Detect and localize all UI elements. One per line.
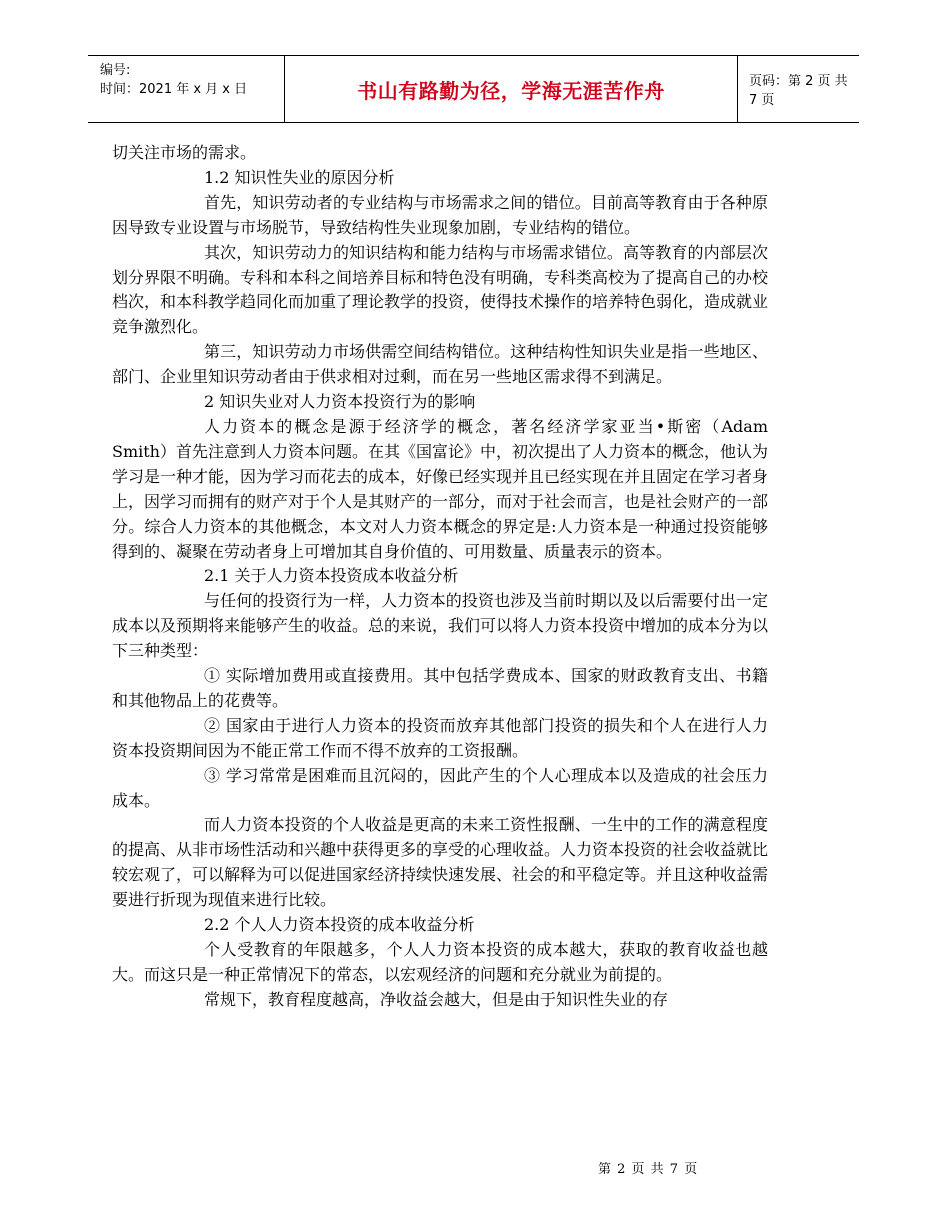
list-item-3: ③ 学习常常是困难而且沉闷的，因此产生的个人心理成本以及造成的社会压力成本。 <box>112 765 768 810</box>
header-motto: 书山有路勤为径，学海无涯苦作舟 <box>357 78 665 103</box>
paragraph: 第三，知识劳动力市场供需空间结构错位。这种结构性知识失业是指一些地区、部门、企业里知识劳动者由于供求相对过剩，而在另一些地区需求得不到满足。 <box>112 342 768 387</box>
section-heading-2: 2 知识失业对人力资本投资行为的影响 <box>204 392 476 412</box>
paragraph: 与任何的投资行为一样，人力资本的投资也涉及当前时期以及以后需要付出一定成本以及预期将来能够产生的收益。总的来说，我们可以将人力资本投资中增加的成本分为以下三种类型： <box>112 591 769 661</box>
section-heading-1-2: 1.2 知识性失业的原因分析 <box>204 167 395 187</box>
header-page-info: 页码：第 2 页 共 7 页 <box>749 74 848 108</box>
paragraph-continuation: 切关注市场的需求。 <box>112 143 257 162</box>
section-heading-2-2: 2.2 个人人力资本投资的成本收益分析 <box>204 915 475 935</box>
header-motto-cell <box>284 56 738 122</box>
page-header <box>88 55 859 123</box>
document-date: 时间：2021 年 x 月 x 日 <box>100 82 248 97</box>
header-meta <box>88 56 284 122</box>
paragraph: 人力资本的概念是源于经济学的概念，著名经济学家亚当•斯密（Adam Smith）首先注意到人力资本问题。在其《国富论》中，初次提出了人力资本的概念，他认为学习是一种才能，因为学习而花去的成本，好像已经实现并且已经实现在并且固定在学习者身上，因学习而拥有的财产对于个人是其财产的一部分，而对于社会而言，也是社会财产的一部分。综合人力资本的其他概念，本文对人力资本概念的界定是:人力资本是一种通过投资能够得到的、凝聚在劳动者身上可增加其自身价值的、可用数量、质量表示的资本。 <box>112 416 769 561</box>
document-body <box>112 141 768 1013</box>
paragraph: 而人力资本投资的个人收益是更高的未来工资性报酬、一生中的工作的满意程度的提高、从非市场性活动和兴趣中获得更多的享受的心理收益。人力资本投资的社会收益就比较宏观了，可以解释为可以促进国家经济持续快速发展、社会的和平稳定等。并且这种收益需要进行折现为现值来进行比较。 <box>112 815 769 910</box>
section-heading-2-1: 2.1 关于人力资本投资成本收益分析 <box>204 566 459 586</box>
paragraph: 常规下，教育程度越高，净收益会越大，但是由于知识性失业的存 <box>204 989 669 1009</box>
paragraph: 个人受教育的年限越多，个人人力资本投资的成本越大，获取的教育收益也越大。而这只是一种正常情况下的常态，以宏观经济的问题和充分就业为前提的。 <box>112 940 768 984</box>
list-item-2: ② 国家由于进行人力资本的投资而放弃其他部门投资的损失和个人在进行人力资本投资期间因为不能正常工作而不得不放弃的工资报酬。 <box>112 715 768 760</box>
page-footer: 第 2 页 共 7 页 <box>598 1162 699 1177</box>
paragraph: 首先，知识劳动者的专业结构与市场需求之间的错位。目前高等教育由于各种原因导致专业设置与市场脱节，导致结构性失业现象加剧，专业结构的错位。 <box>112 192 768 237</box>
paragraph: 其次，知识劳动力的知识结构和能力结构与市场需求错位。高等教育的内部层次划分界限不明确。专科和本科之间培养目标和特色没有明确，专科类高校为了提高自己的办校档次，和本科教学趋同化而加重了理论教学的投资，使得技术操作的培养特色弱化，造成就业竞争激烈化。 <box>112 242 769 337</box>
document-code-label: 编号: <box>100 63 131 78</box>
list-item-1: ① 实际增加费用或直接费用。其中包括学费成本、国家的财政教育支出、书籍和其他物品上的花费等。 <box>112 666 768 710</box>
header-page-cell <box>737 56 859 122</box>
